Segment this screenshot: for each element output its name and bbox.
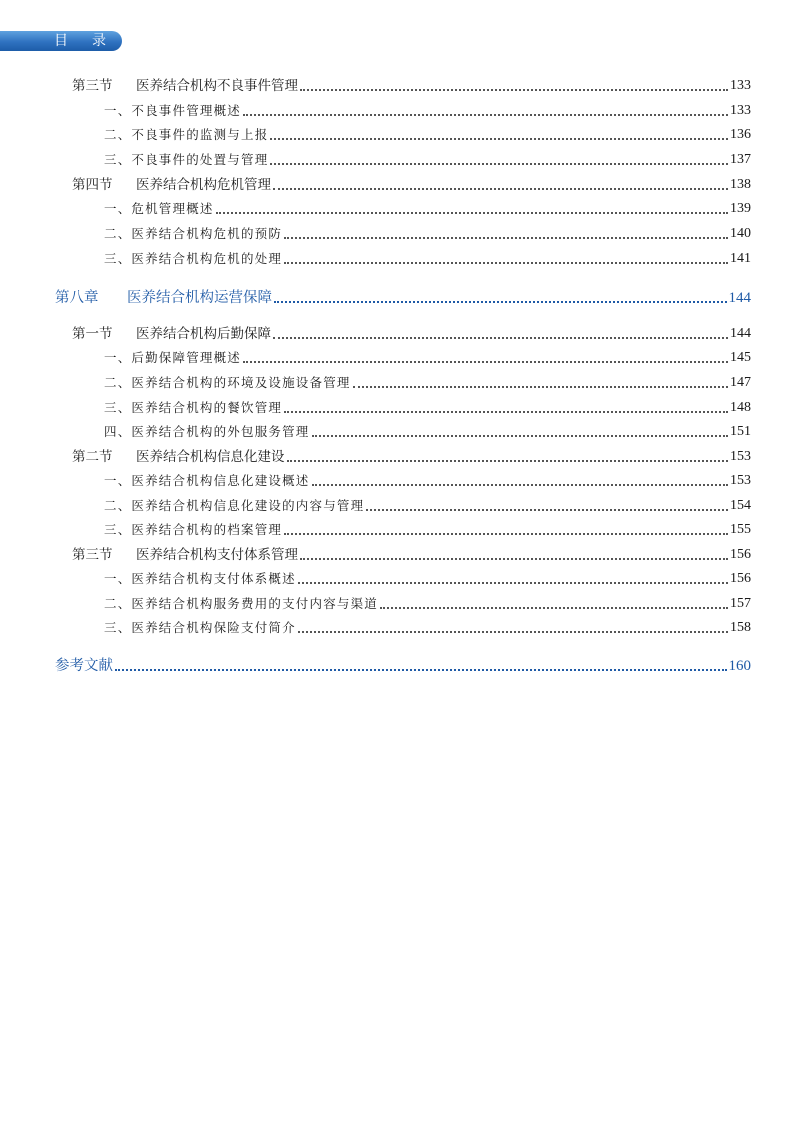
dot-leader bbox=[300, 89, 728, 91]
toc-entry-section[interactable] bbox=[0, 540, 751, 564]
toc-entry-subsection[interactable] bbox=[0, 343, 751, 367]
dot-leader bbox=[287, 460, 729, 462]
toc-entry-subsection[interactable] bbox=[0, 613, 751, 637]
toc-page-number: 153 bbox=[730, 449, 751, 464]
toc-entry-subsection[interactable] bbox=[0, 120, 751, 144]
toc-entry-label bbox=[72, 325, 271, 343]
toc-entry-label bbox=[104, 102, 241, 120]
toc-entry-section[interactable] bbox=[0, 319, 751, 343]
toc-page-number: 156 bbox=[730, 571, 751, 586]
toc-entry-section[interactable] bbox=[0, 170, 751, 194]
toc-page-number: 137 bbox=[730, 152, 751, 167]
dot-leader bbox=[298, 582, 728, 584]
toc-entry-label bbox=[104, 521, 282, 539]
toc-entry-title: 一、不良事件管理概述 bbox=[104, 103, 242, 118]
toc-page-number: 140 bbox=[730, 226, 751, 241]
toc-entry-title: 医养结合机构危机管理 bbox=[136, 177, 271, 193]
toc-page-number: 148 bbox=[730, 400, 751, 415]
toc-entry-label bbox=[72, 448, 285, 466]
toc-entry-title: 医养结合机构不良事件管理 bbox=[136, 78, 298, 94]
toc-page-number: 154 bbox=[730, 498, 751, 513]
toc-entry-subsection[interactable] bbox=[0, 515, 751, 539]
dot-leader bbox=[216, 212, 728, 214]
toc-page-number: 145 bbox=[730, 350, 751, 365]
dot-leader bbox=[115, 669, 727, 671]
toc-entry-subsection[interactable] bbox=[0, 194, 751, 218]
toc-header-tab bbox=[0, 31, 122, 51]
toc-entry-label bbox=[104, 570, 296, 588]
toc-entry-title: 医养结合机构信息化建设 bbox=[136, 449, 285, 465]
toc-page-number: 138 bbox=[730, 177, 751, 192]
toc-page-number: 141 bbox=[730, 251, 751, 266]
dot-leader bbox=[270, 138, 728, 140]
toc-entry-subsection[interactable] bbox=[0, 466, 751, 490]
toc-entry-subsection[interactable] bbox=[0, 491, 751, 515]
toc-page-number: 147 bbox=[730, 375, 751, 390]
toc-page-number: 139 bbox=[730, 201, 751, 216]
toc-entry-subsection[interactable] bbox=[0, 145, 751, 169]
dot-leader bbox=[273, 188, 728, 190]
toc-entry-section[interactable] bbox=[0, 442, 751, 466]
toc-entry-label bbox=[55, 657, 113, 675]
toc-entry-title: 参考文献 bbox=[55, 658, 113, 674]
toc-page-number: 158 bbox=[730, 620, 751, 635]
toc-entry-label bbox=[104, 595, 378, 613]
toc-entry-title: 一、医养结合机构支付体系概述 bbox=[104, 571, 296, 586]
dot-leader bbox=[284, 237, 728, 239]
toc-entry-subsection[interactable] bbox=[0, 564, 751, 588]
dot-leader bbox=[380, 607, 728, 609]
dot-leader bbox=[284, 262, 728, 264]
dot-leader bbox=[243, 114, 728, 116]
toc-entry-title: 二、医养结合机构信息化建设的内容与管理 bbox=[104, 498, 365, 513]
toc-entry-label bbox=[104, 151, 268, 169]
dot-leader bbox=[243, 361, 728, 363]
toc-entry-chapter[interactable] bbox=[0, 651, 751, 675]
toc-page-number: 144 bbox=[730, 326, 751, 341]
toc-entry-label bbox=[104, 225, 282, 243]
dot-leader bbox=[274, 301, 727, 303]
toc-entry-label bbox=[104, 497, 364, 515]
toc-entry-label bbox=[104, 374, 351, 392]
toc-entry-label bbox=[104, 349, 241, 367]
toc-entry-label bbox=[104, 200, 214, 218]
toc-entry-chapter[interactable] bbox=[0, 283, 751, 307]
toc-page-number: 153 bbox=[730, 473, 751, 488]
toc-entry-label bbox=[104, 250, 282, 268]
dot-leader bbox=[353, 386, 728, 388]
dot-leader bbox=[312, 435, 728, 437]
toc-entry-section[interactable] bbox=[0, 71, 751, 95]
toc-entry-title: 二、医养结合机构危机的预防 bbox=[104, 226, 283, 241]
toc-entry-label bbox=[104, 423, 310, 441]
toc-entry-title: 三、不良事件的处置与管理 bbox=[104, 152, 269, 167]
toc-entry-subsection[interactable] bbox=[0, 417, 751, 441]
toc-entry-number: 第一节 bbox=[72, 326, 113, 342]
toc-entry-title: 三、医养结合机构的餐饮管理 bbox=[104, 400, 283, 415]
toc-entry-title: 三、医养结合机构的档案管理 bbox=[104, 522, 283, 537]
header-label-mu: 目 bbox=[54, 33, 69, 49]
toc-entry-title: 三、医养结合机构保险支付简介 bbox=[104, 620, 296, 635]
toc-entry-title: 二、医养结合机构的环境及设施设备管理 bbox=[104, 375, 351, 390]
toc-entry-label bbox=[55, 289, 272, 307]
toc-entry-label bbox=[104, 126, 268, 144]
toc-entry-title: 医养结合机构支付体系管理 bbox=[136, 547, 298, 563]
dot-leader bbox=[298, 631, 728, 633]
toc-entry-number: 第四节 bbox=[72, 177, 113, 193]
toc-entry-title: 一、医养结合机构信息化建设概述 bbox=[104, 473, 310, 488]
toc-page-number: 136 bbox=[730, 127, 751, 142]
toc-page-number: 151 bbox=[730, 424, 751, 439]
dot-leader bbox=[284, 411, 728, 413]
toc-page-number: 133 bbox=[730, 78, 751, 93]
dot-leader bbox=[284, 533, 728, 535]
dot-leader bbox=[300, 558, 728, 560]
toc-entry-label bbox=[104, 472, 310, 490]
toc-entry-subsection[interactable] bbox=[0, 219, 751, 243]
toc-entry-title: 医养结合机构运营保障 bbox=[127, 290, 272, 306]
dot-leader bbox=[270, 163, 728, 165]
toc-page-number: 156 bbox=[730, 547, 751, 562]
toc-entry-subsection[interactable] bbox=[0, 96, 751, 120]
toc-entry-label bbox=[104, 399, 282, 417]
toc-entry-subsection[interactable] bbox=[0, 589, 751, 613]
toc-page-number: 160 bbox=[728, 658, 751, 674]
toc-entry-subsection[interactable] bbox=[0, 368, 751, 392]
toc-entry-subsection[interactable] bbox=[0, 393, 751, 417]
toc-entry-title: 医养结合机构后勤保障 bbox=[136, 326, 271, 342]
toc-entry-number: 第三节 bbox=[72, 78, 113, 94]
dot-leader bbox=[312, 484, 728, 486]
toc-page-number: 144 bbox=[728, 290, 751, 306]
toc-entry-label bbox=[72, 546, 298, 564]
toc-entry-title: 二、医养结合机构服务费用的支付内容与渠道 bbox=[104, 596, 379, 611]
toc-entry-label bbox=[72, 176, 271, 194]
toc-entry-number: 第二节 bbox=[72, 449, 113, 465]
toc-page-number: 157 bbox=[730, 596, 751, 611]
dot-leader bbox=[273, 337, 728, 339]
toc-entry-number: 第八章 bbox=[55, 290, 99, 306]
toc-entry-title: 三、医养结合机构危机的处理 bbox=[104, 251, 283, 266]
dot-leader bbox=[366, 509, 728, 511]
toc-entry-title: 四、医养结合机构的外包服务管理 bbox=[104, 424, 310, 439]
toc-entry-label bbox=[104, 619, 296, 637]
toc-entry-number: 第三节 bbox=[72, 547, 113, 563]
toc-entry-subsection[interactable] bbox=[0, 244, 751, 268]
toc-entry-label bbox=[72, 77, 298, 95]
toc-page-number: 155 bbox=[730, 522, 751, 537]
toc-entry-title: 一、危机管理概述 bbox=[104, 201, 214, 216]
toc-entry-title: 二、不良事件的监测与上报 bbox=[104, 127, 269, 142]
header-label-lu: 录 bbox=[92, 33, 107, 49]
toc-page-number: 133 bbox=[730, 103, 751, 118]
toc-entry-title: 一、后勤保障管理概述 bbox=[104, 350, 242, 365]
